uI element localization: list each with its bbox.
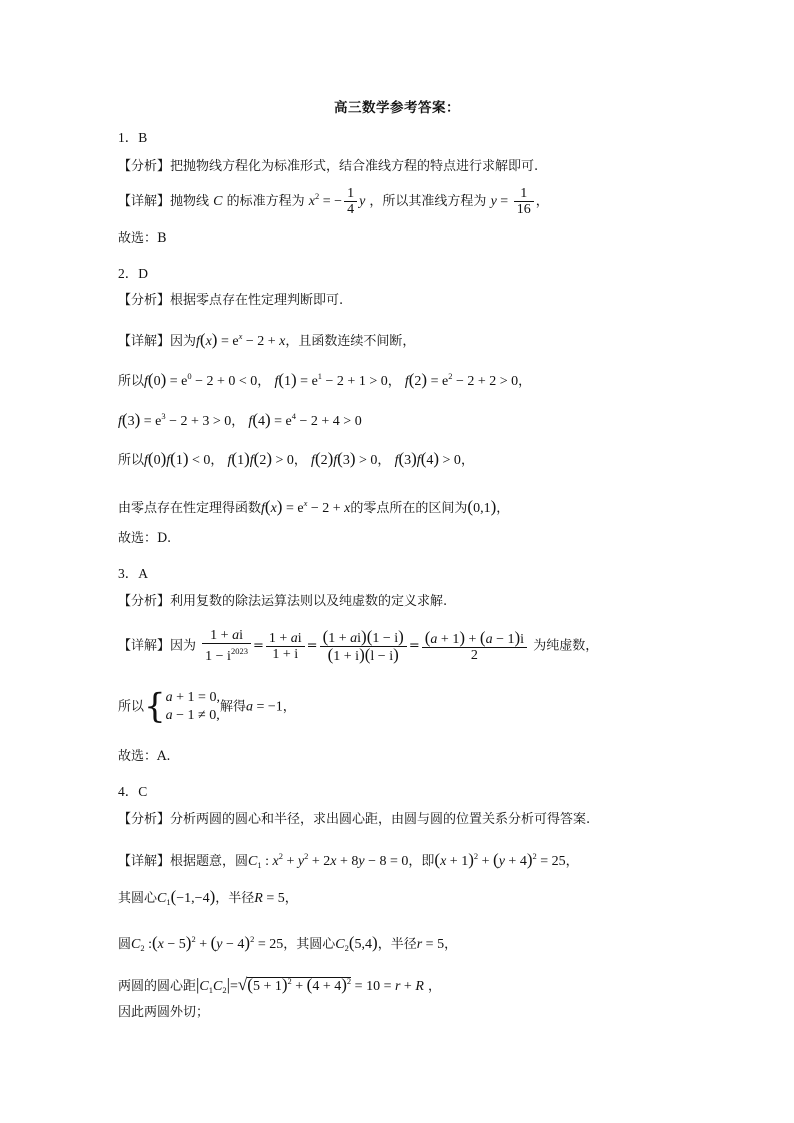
q2-number: 2．D bbox=[118, 266, 148, 281]
q2-products: 所以f(0)f(1) < 0， f(1)f(2) > 0， f(2)f(3) > 0， f(3)f(4) > 0， bbox=[118, 449, 474, 468]
q3-analysis: 【分析】利用复数的除法运算法则以及纯虚数的定义求解. bbox=[118, 594, 448, 609]
q3-answer: 故选：A. bbox=[118, 749, 171, 764]
q4-distance: 两圆的圆心距$|C_1C_2|=√(5 + 1)^2 + (4 + 4)^2 = 10 = r + R$ ， bbox=[118, 975, 442, 995]
q4-number: 4．C bbox=[118, 784, 148, 799]
q1-analysis: 【分析】把抛物线方程化为标准形式，结合准线方程的特点进行求解即可. bbox=[118, 159, 539, 174]
q4-detail: 【详解】根据题意，圆$C_1$ : $x^2 + y^2 + 2x + 8y - 8 = 0$，即$(x + 1)^2 + (y + 4)^2 = 25$， bbox=[118, 850, 579, 870]
q2-values-2: $f(3) = e^3 - 2 + 3 > 0$， $f(4) = e^4 - 2 + 4 > 0$ bbox=[118, 410, 362, 429]
q3-number: 3．A bbox=[118, 566, 148, 581]
q4-circle2: 圆$C_2$ :(x − $5)^2 + (y - 4)^2 = 25$，其圆心$C_2(5,4)$，半径r = 5， bbox=[118, 933, 458, 953]
q2-values-1: 所以$f(0) = e^0 - 2 + 0 < 0$， $f(1) = e^1 - 2 + 1 > 0$， $f(2) = e^2 - 2 + 2 > 0$， bbox=[118, 370, 532, 389]
q2-analysis: 【分析】根据零点存在性定理判断即可. bbox=[118, 293, 344, 308]
q4-center1: 其圆心$C_1(-1,-4)$，半径R = 5， bbox=[118, 887, 298, 907]
q1-answer: 故选：B bbox=[118, 231, 167, 246]
q4-analysis: 【分析】分析两圆的圆心和半径，求出圆心距，由圆与圆的位置关系分析可得答案. bbox=[118, 812, 591, 827]
q2-detail: 【详解】因为$f(x) = e^x - 2 + x$，且函数连续不间断， bbox=[118, 330, 416, 349]
q3-system: 所以{a + 1 = 0, a − 1 ≠ 0,解得a = −1， bbox=[118, 686, 296, 727]
q1-number: 1．B bbox=[118, 130, 148, 145]
q2-conclusion: 由零点存在性定理得函数$f(x) = e^x - 2 + x$的零点所在的区间为(0,1)， bbox=[118, 497, 510, 516]
q1-detail: 【详解】抛物线 C 的标准方程为 $x^2$ = − $\frac{1}{4}$ y ，所以其准线方程为 y = $\frac{1}{16}$ ， bbox=[118, 186, 549, 217]
page-title: 高三数学参考答案： bbox=[334, 100, 460, 116]
q4-conclusion: 因此两圆外切； bbox=[118, 1005, 210, 1020]
q2-answer: 故选：D. bbox=[118, 531, 172, 546]
q3-detail: 【详解】因为 $\frac{1 + ai}{1 - i^{2023}}$ = $\frac{1 + ai}{1 + i}$ = $\frac{(1 + ai)(1 - i)}{(1 + i)(l - i)}$ = $\frac{(a + 1) + (a - 1)i}{2}$ 为纯虚数， bbox=[118, 626, 599, 664]
